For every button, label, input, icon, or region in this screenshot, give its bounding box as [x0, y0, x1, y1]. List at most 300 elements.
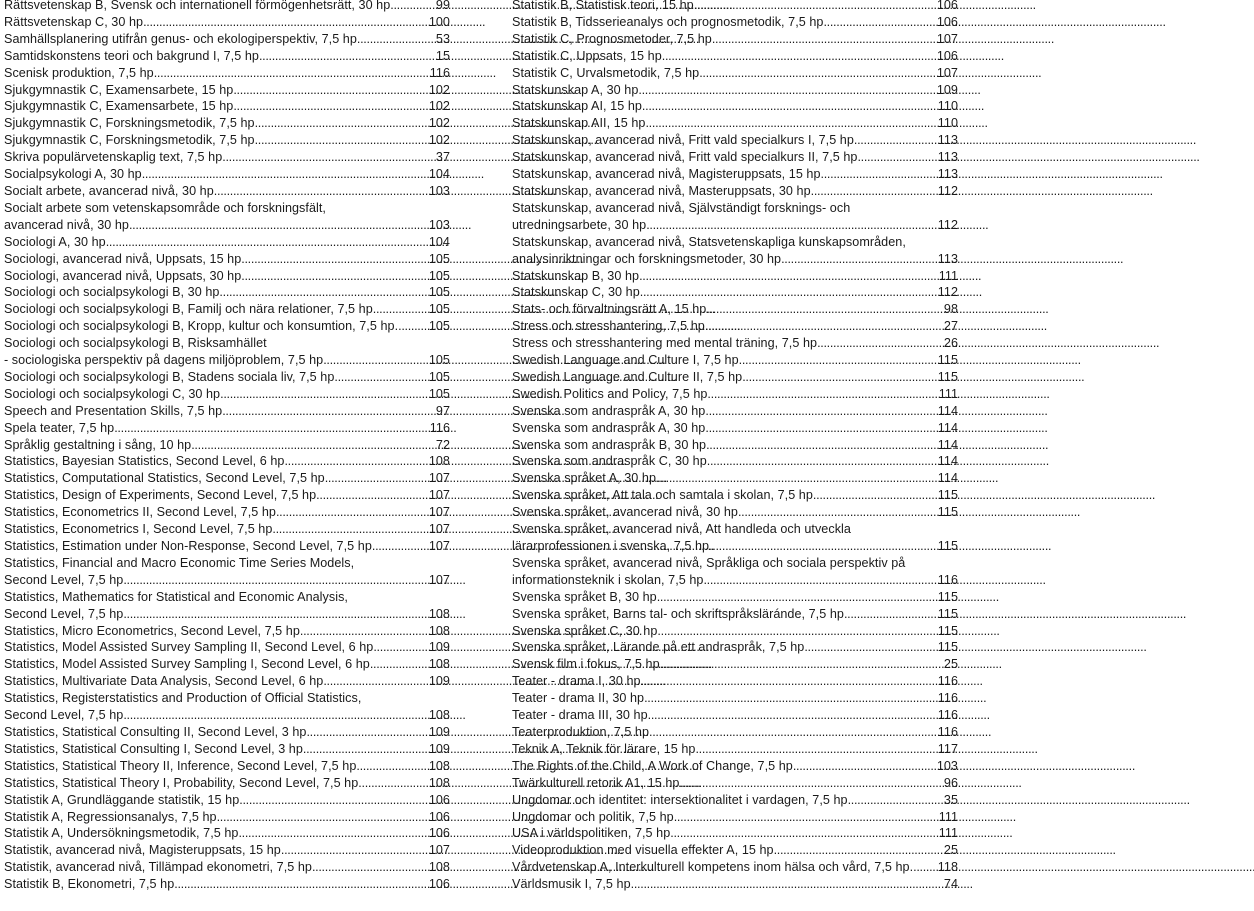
index-entry	[4, 31, 450, 48]
index-entry-page-number: 107	[428, 572, 450, 587]
dot-leader	[142, 166, 428, 183]
index-entry	[4, 386, 450, 403]
index-entry	[4, 589, 450, 623]
index-entry-title: Sjukgymnastik C, Forskningsmetodik, 7,5 hp	[4, 116, 255, 131]
index-entry-title: Teater - drama III, 30 hp	[512, 708, 648, 723]
dot-leader	[781, 251, 937, 268]
index-entry-title: Statskunskap C, 30 hp	[512, 285, 640, 300]
dot-leader	[129, 217, 428, 234]
index-entry-page-number: 103	[428, 217, 450, 232]
index-entry-page-number: 102	[428, 133, 450, 148]
index-entry	[512, 132, 958, 149]
index-entry-page-number: 113	[937, 150, 958, 165]
dot-leader	[674, 809, 938, 826]
index-entry-title: Statskunskap, avancerad nivå, Magisteruppsats, 15 hp	[512, 167, 821, 182]
dot-leader	[255, 115, 428, 132]
index-entry	[512, 284, 958, 301]
index-entry	[4, 538, 450, 555]
index-entry	[4, 284, 450, 301]
index-entry	[512, 623, 958, 640]
index-entry-page-number: 107	[936, 65, 958, 80]
dot-leader	[706, 301, 943, 318]
dot-leader	[641, 673, 937, 690]
index-entry-title: Statistik B, Tidsserieanalys och prognosmetodik, 7,5 hp	[512, 14, 824, 29]
index-entry	[4, 98, 450, 115]
dot-leader	[640, 284, 937, 301]
index-entry-title: Statistics, Econometrics II, Second Level, 7,5 hp	[4, 505, 276, 520]
index-entry-page-number: 112	[937, 183, 958, 198]
index-entry-title-line1: Statistics, Mathematics for Statistical and Economic Analysis,	[4, 589, 348, 604]
dot-leader	[648, 707, 937, 724]
dot-leader	[844, 606, 937, 623]
index-entry-title: Statskunskap, avancerad nivå, Fritt vald specialkurs II, 7,5 hp	[512, 150, 858, 165]
dot-leader	[660, 656, 943, 673]
index-entry	[4, 48, 450, 65]
index-entry-title: Svenska språket, Barns tal- och skriftspråksläránde, 7,5 hp	[512, 606, 844, 621]
index-entry-title-line1: Socialt arbete som vetenskapsområde och forskningsfält,	[4, 200, 326, 215]
index-entry-page-number: 116	[937, 691, 958, 706]
index-entry-title: Statskunskap, avancerad nivå, Masteruppsats, 30 hp	[512, 183, 811, 198]
index-entry-page-number: 102	[428, 82, 450, 97]
index-entry-title: Statistics, Computational Statistics, Second Level, 7,5 hp	[4, 471, 325, 486]
index-entry-page-number: 118	[937, 860, 958, 875]
dot-leader	[373, 301, 428, 318]
index-entry-page-number: 114	[937, 437, 958, 452]
index-entry-title: Sociologi och socialpsykologi B, Stadens sociala liv, 7,5 hp	[4, 369, 335, 384]
index-entry-page-number: 102	[428, 116, 450, 131]
dot-leader	[705, 403, 936, 420]
index-entry-title: Statistik C, Prognosmetoder, 7,5 hp	[512, 31, 712, 46]
index-entry-title: Svenska språket, Att tala och samtala i skolan, 7,5 hp	[512, 488, 813, 503]
dot-leader	[370, 656, 428, 673]
dot-leader	[645, 115, 936, 132]
dot-leader	[706, 437, 937, 454]
dot-leader	[316, 487, 428, 504]
index-entry-title: Swedish Politics and Policy, 7,5 hp	[512, 386, 708, 401]
index-entry	[4, 741, 450, 758]
index-entry-title: Ungdomar och identitet: intersektionalitet i vardagen, 7,5 hp	[512, 792, 848, 807]
dot-leader	[644, 690, 937, 707]
index-entry	[4, 251, 450, 268]
index-entry-title-line1: Statistics, Registerstatistics and Production of Official Statistics,	[4, 691, 362, 706]
dot-leader	[738, 504, 937, 521]
index-entry	[4, 825, 450, 842]
index-entry-title: Speech and Presentation Skills, 7,5 hp	[4, 403, 223, 418]
index-entry	[512, 183, 958, 200]
index-entry-title: utredningsarbete, 30 hp	[512, 217, 647, 232]
index-entry-title: Sjukgymnastik C, Examensarbete, 15 hp	[4, 99, 234, 114]
index-entry	[512, 453, 958, 470]
dot-leader	[233, 98, 427, 115]
index-entry-title: Sociologi och socialpsykologi B, 30 hp	[4, 285, 220, 300]
index-entry-title: Statskunskap A, 30 hp	[512, 82, 639, 97]
index-entry-page-number: 111	[938, 826, 958, 841]
index-entry	[512, 741, 958, 758]
dot-leader	[114, 420, 429, 437]
dot-leader	[154, 65, 429, 82]
index-entry-page-number: 105	[428, 386, 450, 401]
index-entry-page-number: 106	[936, 48, 958, 63]
index-entry-title: Skriva populärvetenskaplig text, 7,5 hp	[4, 150, 223, 165]
dot-leader	[662, 48, 936, 65]
index-entry	[512, 0, 958, 14]
index-entry	[512, 352, 958, 369]
index-entry	[512, 673, 958, 690]
index-entry	[512, 82, 958, 99]
index-entry-title: Second Level, 7,5 hp	[4, 708, 124, 723]
dot-leader	[239, 792, 428, 809]
index-entry	[512, 792, 958, 809]
dot-leader	[358, 775, 428, 792]
index-column-right	[512, 0, 958, 893]
index-entry-title: Svenska språket B, 30 hp	[512, 589, 657, 604]
index-entry-page-number: 116	[429, 65, 450, 80]
dot-leader	[742, 369, 937, 386]
dot-leader	[241, 268, 428, 285]
index-entry	[4, 453, 450, 470]
index-entry	[512, 470, 958, 487]
index-entry	[4, 673, 450, 690]
index-entry	[4, 470, 450, 487]
dot-leader	[695, 741, 936, 758]
index-entry	[4, 268, 450, 285]
index-entry-page-number: 113	[937, 251, 958, 266]
index-entry-page-number: 53	[435, 31, 450, 46]
index-entry-title: Swedish Language and Culture II, 7,5 hp	[512, 369, 743, 384]
index-entry-title: Teknik A, Teknik för lärare, 15 hp	[512, 741, 696, 756]
dot-leader	[857, 149, 936, 166]
dot-leader	[312, 859, 428, 876]
dot-leader	[220, 386, 428, 403]
index-entry-title: Statistics, Statistical Theory II, Inference, Second Level, 7,5 hp	[4, 758, 357, 773]
index-entry	[4, 639, 450, 656]
index-entry-title: Sjukgymnastik C, Forskningsmetodik, 7,5 hp	[4, 133, 255, 148]
index-entry-title: Stress och stresshantering, 7,5 hp	[512, 319, 705, 334]
index-entry-page-number: 99	[435, 0, 450, 12]
index-entry-title: Statistik A, Undersökningsmetodik, 7,5 hp	[4, 826, 239, 841]
index-entry-page-number: 105	[428, 302, 450, 317]
dot-leader	[854, 132, 937, 149]
index-entry-title: Stress och stresshantering med mental träning, 7,5 hp	[512, 336, 818, 351]
dot-leader	[649, 724, 937, 741]
index-entry-title: Statistics, Statistical Consulting II, Second Level, 3 hp	[4, 724, 307, 739]
index-entry	[512, 420, 958, 437]
dot-leader	[823, 14, 935, 31]
index-entry	[512, 521, 958, 555]
index-entry-title: Statskunskap AII, 15 hp	[512, 116, 646, 131]
dot-leader	[813, 487, 937, 504]
index-entry-page-number: 103	[428, 183, 450, 198]
dot-leader	[303, 741, 428, 758]
index-entry-page-number: 106	[428, 809, 450, 824]
index-entry-page-number: 107	[428, 488, 450, 503]
index-entry-page-number: 110	[937, 116, 958, 131]
index-entry-title: Svensk film i fokus, 7,5 hp	[512, 657, 660, 672]
index-entry	[4, 14, 450, 31]
index-entry-page-number: 108	[428, 758, 450, 773]
index-entry	[4, 234, 450, 251]
index-entry-page-number: 107	[428, 471, 450, 486]
index-entry-page-number: 105	[428, 251, 450, 266]
index-entry-page-number: 114	[937, 471, 958, 486]
dot-leader	[143, 14, 428, 31]
index-entry	[512, 115, 958, 132]
index-entry	[512, 724, 958, 741]
dot-leader	[372, 538, 428, 555]
index-entry-title: Twärkulturell retorik A1, 15 hp	[512, 775, 680, 790]
dot-leader	[238, 825, 427, 842]
index-entry-page-number: 108	[428, 775, 450, 790]
index-entry-title-line1: Svenska språket, avancerad nivå, Att handleda och utveckla	[512, 522, 851, 537]
index-entry-title: Statistik, avancerad nivå, Magisteruppsats, 15 hp	[4, 843, 281, 858]
index-entry	[512, 656, 958, 673]
dot-leader	[821, 166, 937, 183]
index-entry	[4, 775, 450, 792]
index-entry-title: Sociologi A, 30 hp	[4, 234, 106, 249]
index-entry-page-number: 108	[428, 860, 450, 875]
dot-leader	[334, 369, 427, 386]
index-entry	[512, 403, 958, 420]
index-entry-page-number: 25	[943, 657, 958, 672]
index-entry-page-number: 103	[936, 758, 958, 773]
index-entry	[4, 656, 450, 673]
dot-leader	[174, 876, 428, 893]
index-entry-page-number: 116	[937, 708, 958, 723]
index-entry-page-number: 109	[428, 674, 450, 689]
index-entry-page-number: 108	[428, 606, 450, 621]
dot-leader	[281, 842, 428, 859]
index-entry-page-number: 107	[428, 522, 450, 537]
index-entry-page-number: 74	[943, 877, 958, 892]
index-entry-page-number: 26	[943, 336, 958, 351]
index-entry-title: Videoproduktion med visuella effekter A, 15 hp	[512, 843, 774, 858]
index-entry-page-number: 115	[937, 539, 958, 553]
index-entry	[512, 48, 958, 65]
index-entry	[4, 487, 450, 504]
dot-leader	[694, 0, 936, 14]
dot-leader	[657, 623, 936, 640]
index-entry-page-number: 106	[936, 0, 958, 12]
index-entry	[4, 809, 450, 826]
dot-leader	[646, 217, 937, 234]
index-entry-title: Statskunskap AI, 15 hp	[512, 99, 642, 114]
dot-leader	[774, 842, 943, 859]
index-entry	[512, 149, 958, 166]
index-entry-title: avancerad nivå, 30 hp	[4, 217, 129, 232]
index-entry-title: Svenska språket, avancerad nivå, 30 hp	[512, 505, 738, 520]
index-entry-title: Teaterproduktion, 7,5 hp	[512, 724, 650, 739]
index-entry	[512, 589, 958, 606]
index-entry-title: Svenska språket C, 30 hp	[512, 623, 658, 638]
index-entry-page-number: 108	[428, 623, 450, 638]
index-entry-page-number: 114	[937, 420, 958, 435]
index-entry-title: Sociologi och socialpsykologi B, Familj och nära relationer, 7,5 hp	[4, 302, 373, 317]
index-entry-page-number: 108	[428, 454, 450, 469]
index-entry-page-number: 114	[937, 403, 958, 418]
index-entry-page-number: 110	[937, 99, 958, 114]
index-entry-title: analysinriktningar och forskningsmetoder, 30 hp	[512, 251, 782, 266]
index-entry	[512, 31, 958, 48]
index-entry	[512, 318, 958, 335]
dot-leader	[679, 775, 942, 792]
index-entry	[4, 758, 450, 775]
index-entry-title: Statistics, Estimation under Non-Response, Second Level, 7,5 hp	[4, 539, 372, 553]
index-entry-title: Rättsvetenskap B, Svensk och internationell förmögenhetsrätt, 30 hp	[4, 0, 391, 12]
dot-leader	[390, 0, 435, 14]
index-entry-title: Socialt arbete, avancerad nivå, 30 hp	[4, 183, 214, 198]
dot-leader	[356, 758, 427, 775]
index-entry-title: Svenska som andraspråk A, 30 hp	[512, 403, 706, 418]
index-entry-title: Statistics, Statistical Consulting I, Second Level, 3 hp	[4, 741, 303, 756]
index-entry-title-line1: Statskunskap, avancerad nivå, Självständigt forsknings- och	[512, 200, 851, 215]
index-entry-title: Statistics, Statistical Theory I, Probability, Second Level, 7,5 hp	[4, 775, 359, 790]
index-entry	[4, 504, 450, 521]
index-entry-page-number: 109	[936, 82, 958, 97]
index-entry-title: Second Level, 7,5 hp	[4, 572, 124, 587]
index-entry-page-number: 105	[428, 353, 450, 368]
index-entry-title: Statistik A, Grundläggande statistik, 15 hp	[4, 792, 240, 807]
index-entry	[4, 690, 450, 724]
index-entry	[512, 504, 958, 521]
index-entry-page-number: 116	[429, 420, 450, 435]
index-entry	[4, 437, 450, 454]
index-entry-page-number: 107	[428, 843, 450, 858]
dot-leader	[639, 268, 938, 285]
index-entry-title: Statistics, Design of Experiments, Second Level, 7,5 hp	[4, 488, 317, 503]
dot-leader	[222, 149, 435, 166]
index-entry-page-number: 15	[435, 48, 450, 63]
index-entry-page-number: 115	[937, 640, 958, 655]
index-entry-title: Stats- och förvaltningsrätt A, 15 hp	[512, 302, 707, 317]
index-entry	[512, 775, 958, 792]
index-entry-title-line1: Svenska språket, avancerad nivå, Språkliga och sociala perspektiv på	[512, 555, 906, 570]
index-entry-page-number: 106	[936, 14, 958, 29]
index-entry-page-number: 106	[428, 877, 450, 892]
index-entry-page-number: 102	[428, 99, 450, 114]
dot-leader	[804, 639, 936, 656]
dot-leader	[707, 453, 937, 470]
index-entry-title: Svenska språket, Lärande på ett andraspråk, 7,5 hp	[512, 640, 805, 655]
dot-leader	[123, 606, 427, 623]
dot-leader	[191, 437, 435, 454]
index-entry-page-number: 27	[943, 319, 958, 334]
index-entry-title: Sociologi, avancerad nivå, Uppsats, 30 hp	[4, 268, 242, 283]
dot-leader	[323, 673, 428, 690]
index-entry	[4, 301, 450, 318]
index-entry	[4, 842, 450, 859]
dot-leader	[106, 234, 428, 251]
index-entry	[512, 606, 958, 623]
dot-leader	[705, 318, 943, 335]
index-entry-page-number: 111	[938, 268, 958, 283]
index-entry	[512, 859, 958, 876]
index-entry-page-number: 100	[428, 14, 450, 29]
index-entry-title: Statistik, avancerad nivå, Tillämpad ekonometri, 7,5 hp	[4, 860, 312, 875]
index-entry-title: Spela teater, 7,5 hp	[4, 420, 115, 435]
index-entry-title: Sjukgymnastik C, Examensarbete, 15 hp	[4, 82, 234, 97]
index-entry-page-number: 35	[943, 792, 958, 807]
index-entry	[4, 792, 450, 809]
index-entry-page-number: 107	[428, 505, 450, 520]
index-entry-page-number: 106	[428, 792, 450, 807]
index-entry-page-number: 109	[428, 741, 450, 756]
dot-leader	[631, 876, 943, 893]
dot-leader	[638, 82, 935, 99]
index-entry	[4, 149, 450, 166]
index-entry	[512, 386, 958, 403]
index-entry	[4, 521, 450, 538]
index-entry-title: Scenisk produktion, 7,5 hp	[4, 65, 154, 80]
dot-leader	[123, 572, 427, 589]
dot-leader	[848, 792, 943, 809]
index-entry-title: Samhällsplanering utifrån genus- och ekologiperspektiv, 7,5 hp	[4, 31, 357, 46]
dot-leader	[323, 352, 428, 369]
index-entry-page-number: 116	[937, 572, 958, 587]
index-entry-title: lärarprofessionen i svenska, 7,5 hp	[512, 539, 710, 553]
index-entry-page-number: 115	[937, 623, 958, 638]
index-entry-page-number: 116	[937, 724, 958, 739]
index-entry	[512, 335, 958, 352]
index-entry	[4, 403, 450, 420]
dot-leader	[219, 284, 427, 301]
dot-leader	[255, 132, 428, 149]
index-entry-page-number: 112	[937, 285, 958, 300]
index-entry	[512, 639, 958, 656]
index-entry	[512, 707, 958, 724]
index-entry	[512, 166, 958, 183]
index-entry-page-number: 114	[937, 454, 958, 469]
dot-leader	[707, 386, 937, 403]
index-entry	[4, 82, 450, 99]
index-entry-page-number: 96	[943, 775, 958, 790]
index-entry-title: Statskunskap, avancerad nivå, Fritt vald specialkurs I, 7,5 hp	[512, 133, 854, 148]
index-entry-page-number: 107	[936, 31, 958, 46]
index-entry-title: Second Level, 7,5 hp	[4, 606, 124, 621]
index-entry-page-number: 104	[428, 167, 450, 182]
index-entry-page-number: 115	[937, 353, 958, 368]
index-entry-page-number: 105	[428, 285, 450, 300]
index-entry-page-number: 116	[937, 674, 958, 689]
index-entry	[512, 809, 958, 826]
index-entry-page-number: 97	[435, 403, 450, 418]
index-entry	[4, 335, 450, 369]
index-entry-title: Statistik B, Statistisk teori, 15 hp	[512, 0, 694, 12]
index-entry-page-number: 104	[428, 234, 450, 249]
index-entry-title: Statistik C, Uppsats, 15 hp	[512, 48, 662, 63]
index-entry-page-number: 113	[937, 167, 958, 182]
index-entry	[512, 14, 958, 31]
index-entry-title: Swedish Language and Culture I, 7,5 hp	[512, 353, 739, 368]
index-entry-page-number: 25	[943, 843, 958, 858]
dot-leader	[642, 98, 937, 115]
index-entry-title: Språklig gestaltning i sång, 10 hp	[4, 437, 192, 452]
index-entry	[4, 420, 450, 437]
index-entry-title: Statistik C, Urvalsmetodik, 7,5 hp	[512, 65, 700, 80]
dot-leader	[793, 758, 936, 775]
index-entry-page-number: 37	[435, 150, 450, 165]
index-entry-page-number: 107	[428, 539, 450, 553]
index-entry-title: The Rights of the Child, A Work of Change, 7,5 hp	[512, 758, 793, 773]
dot-leader	[699, 65, 936, 82]
index-entry-title: Svenska som andraspråk C, 30 hp	[512, 454, 707, 469]
index-entry-page-number: 112	[937, 217, 958, 232]
dot-leader	[357, 31, 435, 48]
dot-leader	[657, 589, 937, 606]
index-entry-page-number: 113	[937, 133, 958, 148]
dot-leader	[705, 420, 936, 437]
dot-leader	[709, 538, 937, 555]
index-entry-title: Statistics, Multivariate Data Analysis, Second Level, 6 hp	[4, 674, 324, 689]
